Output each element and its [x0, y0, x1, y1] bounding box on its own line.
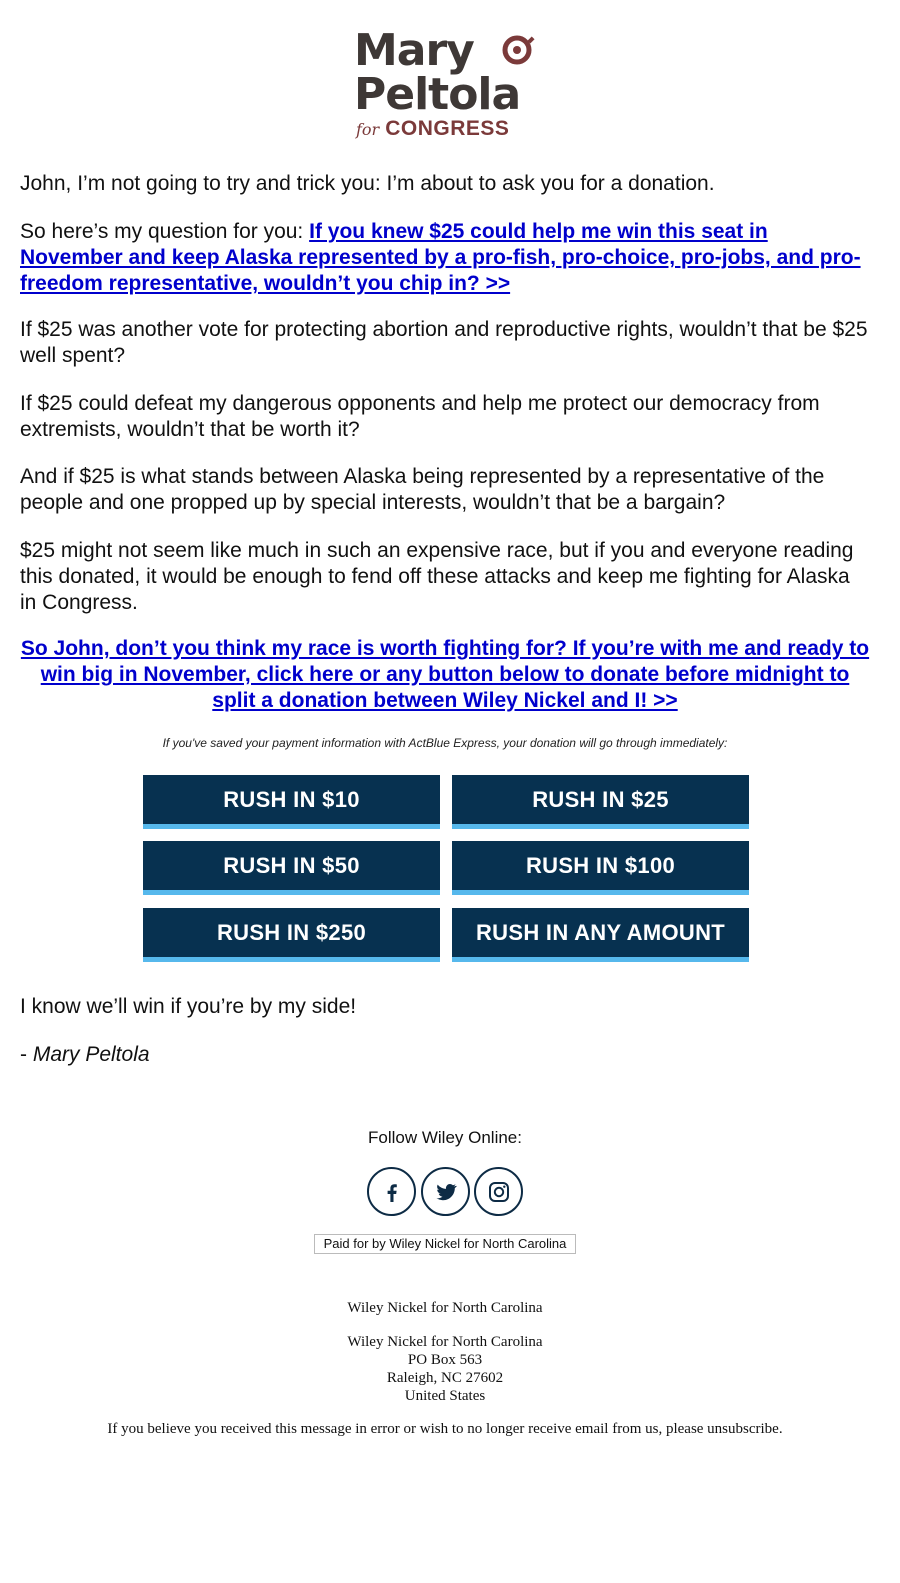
twitter-icon[interactable] [421, 1167, 470, 1216]
signature-dash: - [20, 1043, 33, 1066]
paragraph-democracy: If $25 could defeat my dangerous opponents and help me protect our democracy from extremists, wouldn’t that be worth it? [20, 392, 820, 441]
logo-for: for [356, 120, 380, 139]
actblue-express-note: If you've saved your payment information with ActBlue Express, your donation will go through immediately: [162, 736, 728, 750]
logo-tagline [356, 116, 509, 143]
paragraph-special-interests: And if $25 is what stands between Alaska being represented by a representative of the people and one propped up by special interests, wouldn’t that be a bargain? [20, 465, 825, 514]
facebook-glyph [380, 1180, 404, 1204]
logo-first-name: Mary [354, 25, 474, 76]
rush-100-button[interactable]: RUSH IN $100 [452, 841, 749, 895]
instagram-glyph [487, 1180, 511, 1204]
paragraph-intro: John, I’m not going to try and trick you: I’m about to ask you for a donation. [20, 172, 715, 195]
follow-label: Follow Wiley Online: [368, 1128, 522, 1147]
instagram-icon[interactable] [474, 1167, 523, 1216]
closing-line: I know we’ll win if you’re by my side! [20, 995, 357, 1018]
paragraph-question [20, 219, 870, 297]
target-icon [499, 32, 535, 68]
signature [20, 1042, 870, 1068]
logo-last-name: Peltola [354, 69, 521, 120]
donate-link-cta[interactable]: So John, don’t you think my race is worth fighting for? If you’re with me and ready to win big in November, click here or any button below to donate before midnight to split a donation between Wiley Nickel and I! >> [20, 637, 870, 712]
question-prefix: So here’s my question for you: [20, 220, 310, 243]
campaign-logo [354, 24, 554, 144]
footer-org-name: Wiley Nickel for North Carolina [347, 1300, 543, 1316]
footer-address [0, 1333, 890, 1405]
unsubscribe-text[interactable]: If you believe you received this message in error or wish to no longer receive email from us, please unsubscribe. [107, 1421, 783, 1437]
signature-name: Mary Peltola [32, 1043, 150, 1066]
rush-250-button[interactable]: RUSH IN $250 [143, 908, 440, 962]
facebook-icon[interactable] [367, 1167, 416, 1216]
address-country: United States [404, 1388, 486, 1404]
address-city: Raleigh, NC 27602 [386, 1370, 504, 1386]
rush-50-button[interactable]: RUSH IN $50 [143, 841, 440, 895]
rush-any-amount-button[interactable]: RUSH IN ANY AMOUNT [452, 908, 749, 962]
cta-paragraph [20, 636, 870, 714]
logo-congress: CONGRESS [385, 117, 510, 140]
rush-10-button[interactable]: RUSH IN $10 [143, 775, 440, 829]
twitter-glyph [433, 1180, 459, 1204]
paragraph-abortion: If $25 was another vote for protecting abortion and reproductive rights, wouldn’t that be $25 well spent? [20, 318, 868, 367]
paragraph-race-cost: $25 might not seem like much in such an expensive race, but if you and everyone reading this donated, it would be enough to fend off these attacks and keep me fighting for Alaska in Congress. [20, 539, 854, 614]
paid-for-disclaimer: Paid for by Wiley Nickel for North Carolina [314, 1234, 576, 1254]
address-name: Wiley Nickel for North Carolina [347, 1334, 543, 1350]
rush-25-button[interactable]: RUSH IN $25 [452, 775, 749, 829]
address-po-box: PO Box 563 [407, 1352, 483, 1368]
donate-link-question[interactable]: If you knew $25 could help me win this seat in November and keep Alaska represented by a pro-fish, pro-choice, pro-jobs, and pro-freedom representative, wouldn’t you chip in? >> [20, 220, 861, 295]
